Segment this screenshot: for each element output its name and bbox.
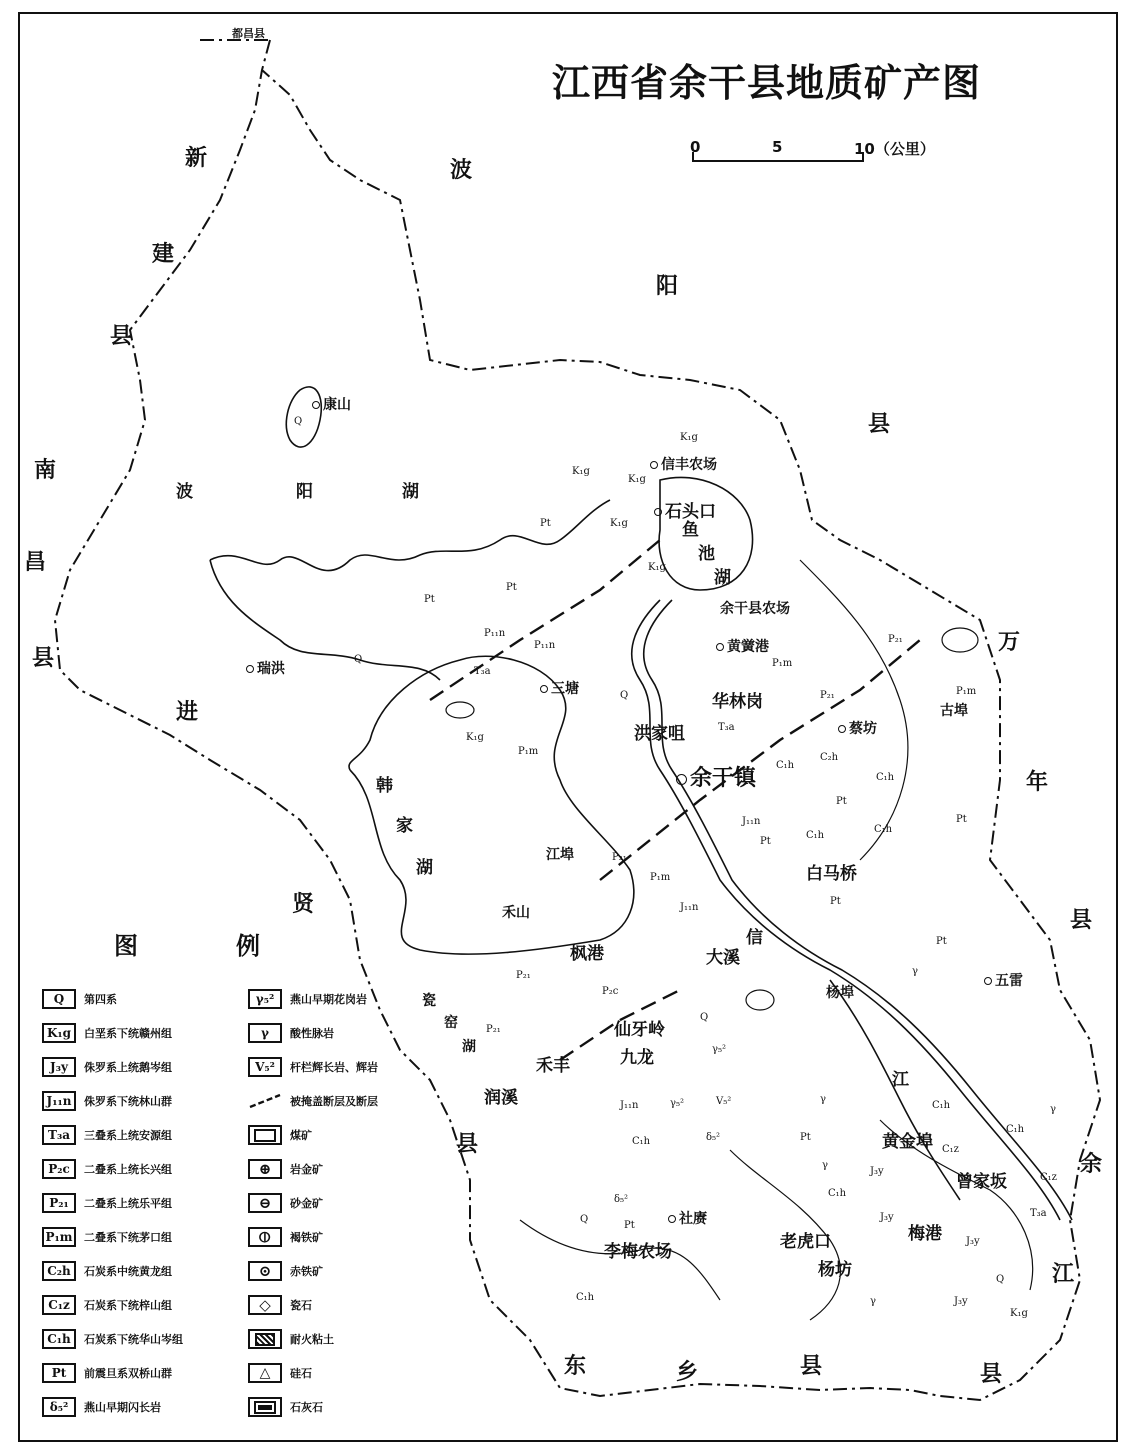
- fire-clay-icon: [248, 1329, 282, 1349]
- geo-label: C₁h: [828, 1188, 847, 1199]
- place-laohukou: 老虎口: [780, 1232, 831, 1252]
- legend-swatch: C₁h: [42, 1329, 76, 1349]
- legend-item: [42, 1052, 172, 1082]
- fault-symbol: [248, 1091, 282, 1111]
- legend-label: 石炭系下统华山岑组: [84, 1333, 183, 1346]
- legend-label: 二叠系上统长兴组: [84, 1163, 172, 1176]
- geo-label: T₃a: [1030, 1208, 1047, 1219]
- water-hu-2: 湖: [416, 858, 433, 878]
- legend-item: [42, 984, 117, 1014]
- geo-label: P₁m: [772, 658, 793, 669]
- legend-item: [42, 1018, 172, 1048]
- legend-item: [248, 1154, 323, 1184]
- place-xinfeng: 信丰农场: [650, 458, 717, 472]
- legend-swatch: T₃a: [42, 1125, 76, 1145]
- place-fenggang: 枫港: [570, 944, 604, 964]
- geo-label: Pt: [836, 796, 847, 807]
- legend-item: [42, 1120, 172, 1150]
- legend-item: [248, 1086, 378, 1116]
- geo-label: P₁m: [518, 746, 539, 757]
- geo-label: Q: [580, 1214, 589, 1225]
- legend-swatch: γ₅²: [248, 989, 282, 1009]
- map-title: 江西省余干县地质矿产图: [552, 60, 982, 105]
- water-hu-4: 湖: [462, 1039, 476, 1055]
- legend-label: 侏罗系下统林山群: [84, 1095, 172, 1108]
- water-jia: 家: [396, 816, 413, 836]
- silica-icon: △: [248, 1363, 282, 1383]
- geo-label: P₁m: [956, 686, 977, 697]
- neighbor-yu: 余: [1080, 1152, 1103, 1177]
- legend-item: [248, 1052, 378, 1082]
- geo-label: J₁₁n: [742, 816, 761, 827]
- legend-swatch: C₁z: [42, 1295, 76, 1315]
- neighbor-jiang: 江: [1052, 1262, 1075, 1287]
- coal-icon: [248, 1125, 282, 1145]
- geo-label: δ₅²: [614, 1194, 629, 1205]
- geo-label: γ: [870, 1296, 876, 1307]
- legend-label: 燕山早期闪长岩: [84, 1401, 161, 1414]
- geo-label: P₂₁: [888, 634, 903, 645]
- neighbor-xian-4: 贤: [292, 892, 315, 917]
- legend-swatch: P₂c: [42, 1159, 76, 1179]
- geo-label: C₁h: [1006, 1124, 1025, 1135]
- water-xin: 信: [746, 928, 763, 948]
- place-hongjiazui: 洪家咀: [634, 724, 685, 744]
- legend-label: 赤铁矿: [290, 1265, 323, 1278]
- legend-item: [42, 1324, 183, 1354]
- legend-label: 岩金矿: [290, 1163, 323, 1176]
- geo-label: C₁h: [932, 1100, 951, 1111]
- place-gubu: 古埠: [940, 703, 968, 719]
- legend-swatch: J₁₁n: [42, 1091, 76, 1111]
- neighbor-xian-7: 县: [980, 1362, 1003, 1387]
- geo-label: Q: [996, 1274, 1005, 1285]
- place-meigang: 梅港: [908, 1224, 942, 1244]
- legend-label: 二叠系下统茅口组: [84, 1231, 172, 1244]
- neighbor-nian: 年: [1026, 770, 1049, 795]
- geo-label: γ: [822, 1160, 828, 1171]
- geo-label: C₁h: [576, 1292, 595, 1303]
- neighbor-jian: 建: [152, 242, 175, 267]
- geo-label: P₂₁: [486, 1024, 501, 1035]
- legend-label: 耐火粘土: [290, 1333, 334, 1346]
- legend-label: 侏罗系上统鹅岑组: [84, 1061, 172, 1074]
- neighbor-xiang: 乡: [676, 1360, 699, 1385]
- place-kangshan: 康山: [312, 398, 351, 412]
- place-baimaqiao: 白马桥: [806, 864, 857, 884]
- legend-label: 石炭系下统梓山组: [84, 1299, 172, 1312]
- geo-label: Pt: [424, 594, 435, 605]
- water-hu-3: 湖: [714, 568, 731, 588]
- geo-label: γ₅²: [670, 1098, 684, 1109]
- place-wulei: 五雷: [984, 974, 1023, 988]
- legend-label: 三叠系上统安源组: [84, 1129, 172, 1142]
- legend-swatch: P₂₁: [42, 1193, 76, 1213]
- place-huangjinbu: 黄金埠: [882, 1132, 933, 1152]
- legend-title-right: 例: [236, 932, 260, 960]
- legend-swatch: P₁m: [42, 1227, 76, 1247]
- geo-label: J₁₁n: [620, 1100, 639, 1111]
- geo-label: P₂₁: [820, 690, 835, 701]
- neighbor-dong: 东: [564, 1354, 587, 1379]
- legend-item: [248, 1256, 323, 1286]
- place-jiulong: 九龙: [620, 1048, 654, 1068]
- porcelain-stone-icon: ◇: [248, 1295, 282, 1315]
- place-ruihong: 瑞洪: [246, 662, 285, 676]
- geo-label: J₃y: [966, 1236, 980, 1247]
- legend-swatch: C₂h: [42, 1261, 76, 1281]
- place-hualingang: 华林岗: [712, 692, 763, 712]
- legend-item: [248, 1018, 334, 1048]
- legend-swatch: V₅²: [248, 1057, 282, 1077]
- neighbor-xian-3: 县: [32, 646, 55, 671]
- legend-item: [248, 1358, 312, 1388]
- geo-label: J₃y: [880, 1212, 894, 1223]
- geo-label: J₁₁n: [680, 902, 699, 913]
- geo-label: C₁h: [776, 760, 795, 771]
- geo-label: Q: [354, 654, 363, 665]
- neighbor-xian-8: 县: [800, 1354, 823, 1379]
- rock-gold-icon: ⊕: [248, 1159, 282, 1179]
- geo-label: γ: [820, 1094, 826, 1105]
- legend-swatch: J₃y: [42, 1057, 76, 1077]
- legend-label: 燕山早期花岗岩: [290, 993, 367, 1006]
- geo-label: K₁g: [610, 518, 628, 529]
- water-jiang: 江: [892, 1070, 909, 1090]
- geo-label: K₁g: [572, 466, 590, 477]
- geo-label: J₃y: [870, 1166, 884, 1177]
- legend-item: [42, 1392, 161, 1422]
- scale-label-10: 10（公里）: [854, 140, 935, 158]
- legend-item: [42, 1222, 172, 1252]
- place-huangjingang: 黄黉港: [716, 640, 769, 654]
- legend-item: [248, 1120, 312, 1150]
- neighbor-xian-5: 县: [456, 1132, 479, 1157]
- geo-label: Pt: [624, 1220, 635, 1231]
- neighbor-yang: 阳: [656, 274, 679, 299]
- place-runxi: 润溪: [484, 1088, 518, 1108]
- legend-label: 第四系: [84, 993, 117, 1006]
- neighbor-bo: 波: [450, 158, 473, 183]
- neighbor-xian-2: 县: [868, 412, 891, 437]
- neighbor-xian-1: 县: [110, 324, 133, 349]
- geo-label: P₁₁n: [534, 640, 556, 651]
- geo-label: C₁h: [874, 824, 893, 835]
- legend-label: 酸性脉岩: [290, 1027, 334, 1040]
- place-shitoukou: 石头口: [654, 504, 716, 521]
- legend-label: 白垩系下统赣州组: [84, 1027, 172, 1040]
- legend-label: 被掩盖断层及断层: [290, 1095, 378, 1108]
- legend-item: [248, 1222, 323, 1252]
- limestone-icon: [248, 1397, 282, 1417]
- geo-label: C₁h: [632, 1136, 651, 1147]
- place-nongchang: 余干县农场: [720, 601, 790, 617]
- scale-label-0: 0: [690, 138, 701, 156]
- place-hefeng: 禾丰: [536, 1056, 570, 1076]
- legend-item: [248, 984, 367, 1014]
- geo-label: Pt: [956, 814, 967, 825]
- water-chi: 池: [698, 544, 715, 564]
- legend-label: 煤矿: [290, 1129, 312, 1142]
- geo-label: Q: [294, 416, 303, 427]
- legend-swatch: Q: [42, 989, 76, 1009]
- place-jiangbu: 江埠: [546, 847, 574, 863]
- legend-title-left: 图: [114, 932, 138, 960]
- place-shetang: 社赓: [668, 1212, 707, 1226]
- hematite-icon: ⊙: [248, 1261, 282, 1281]
- geo-label: Pt: [760, 836, 771, 847]
- geo-label: J₃y: [954, 1296, 968, 1307]
- neighbor-chang: 昌: [24, 550, 47, 575]
- geo-label: V₅²: [716, 1096, 732, 1107]
- legend-label: 砂金矿: [290, 1197, 323, 1210]
- geo-label: T₃a: [474, 666, 491, 677]
- water-yu: 鱼: [682, 520, 699, 540]
- geo-label: Pt: [506, 582, 517, 593]
- place-caifang: 蔡坊: [838, 722, 877, 736]
- geo-label: P₂₁: [612, 852, 627, 863]
- geo-label: C₂h: [820, 752, 839, 763]
- place-yangfang: 杨坊: [818, 1260, 852, 1280]
- neighbor-wan: 万: [998, 630, 1021, 655]
- legend-label: 石灰石: [290, 1401, 323, 1414]
- geo-label: P₁₁n: [484, 628, 506, 639]
- water-hu: 湖: [402, 482, 419, 502]
- legend-swatch: γ: [248, 1023, 282, 1043]
- water-han: 韩: [376, 776, 393, 796]
- geo-label: Pt: [936, 936, 947, 947]
- geo-label: δ₅²: [706, 1132, 721, 1143]
- geo-label: K₁g: [1010, 1308, 1028, 1319]
- legend-label: 硅石: [290, 1367, 312, 1380]
- geo-label: K₁g: [466, 732, 484, 743]
- geo-label: γ₅²: [712, 1044, 726, 1055]
- legend-item: [42, 1188, 172, 1218]
- legend-label: 杆栏辉长岩、辉岩: [290, 1061, 378, 1074]
- geo-label: Q: [620, 690, 629, 701]
- place-limei: 李梅农场: [604, 1242, 672, 1262]
- legend-item: [42, 1256, 172, 1286]
- geo-label: K₁g: [628, 474, 646, 485]
- water-yao: 窑: [444, 1015, 458, 1031]
- fault-lines: [430, 540, 660, 700]
- legend-item: [248, 1392, 323, 1422]
- neighbor-duchang: 都昌县: [232, 27, 265, 40]
- geo-label: P₁m: [650, 872, 671, 883]
- legend-item: [42, 1086, 172, 1116]
- legend-item: [248, 1324, 334, 1354]
- scale-line: [692, 160, 864, 162]
- limonite-icon: ⦶: [248, 1227, 282, 1247]
- scale-bar: [690, 138, 970, 178]
- water-yang: 阳: [296, 482, 313, 502]
- scale-label-5: 5: [772, 138, 783, 156]
- county-boundary: [55, 40, 1103, 1400]
- geo-label: Pt: [830, 896, 841, 907]
- geo-label: C₁z: [942, 1144, 959, 1155]
- hanjia-lake: [349, 656, 634, 954]
- legend-label: 瓷石: [290, 1299, 312, 1312]
- place-xianyaling: 仙牙岭: [614, 1020, 665, 1040]
- legend-item: [42, 1154, 172, 1184]
- legend-item: [42, 1358, 172, 1388]
- legend-label: 石炭系中统黄龙组: [84, 1265, 172, 1278]
- geo-label: Q: [700, 1012, 709, 1023]
- place-yuganzhen: 余干镇: [676, 768, 756, 790]
- place-heshan: 禾山: [502, 905, 530, 921]
- geo-label: Pt: [800, 1132, 811, 1143]
- legend-label: 二叠系上统乐平组: [84, 1197, 172, 1210]
- water-ci: 瓷: [422, 993, 436, 1009]
- geo-label: Pt: [540, 518, 551, 529]
- geo-label: P₂₁: [516, 970, 531, 981]
- legend-label: 褐铁矿: [290, 1231, 323, 1244]
- geo-label: C₁h: [806, 830, 825, 841]
- legend-swatch: Pt: [42, 1363, 76, 1383]
- place-yangbu: 杨埠: [826, 985, 854, 1001]
- geo-label: T₃a: [718, 722, 735, 733]
- geo-label: γ: [1050, 1104, 1056, 1115]
- neighbor-nan: 南: [34, 458, 57, 483]
- yuchi-lake: [659, 477, 752, 590]
- neighbor-xin: 新: [185, 146, 208, 171]
- place-santang: 三塘: [540, 682, 579, 696]
- place-daxi: 大溪: [706, 948, 740, 968]
- neighbor-jin: 进: [176, 700, 199, 725]
- legend-item: [42, 1290, 172, 1320]
- place-zengjiaban: 曾家坂: [956, 1172, 1007, 1192]
- legend-label: 前震旦系双桥山群: [84, 1367, 172, 1380]
- legend-item: [248, 1188, 323, 1218]
- geo-label: K₁g: [648, 562, 666, 573]
- geo-label: γ: [912, 966, 918, 977]
- legend-swatch: δ₅²: [42, 1397, 76, 1417]
- water-po: 波: [176, 482, 193, 502]
- geo-label: K₁g: [680, 432, 698, 443]
- geo-label: C₁h: [876, 772, 895, 783]
- legend-swatch: K₁g: [42, 1023, 76, 1043]
- sand-gold-icon: ⊖: [248, 1193, 282, 1213]
- neighbor-xian-6: 县: [1070, 908, 1093, 933]
- geo-label: C₁z: [1040, 1172, 1057, 1183]
- legend-item: [248, 1290, 312, 1320]
- geo-label: P₂c: [602, 986, 619, 997]
